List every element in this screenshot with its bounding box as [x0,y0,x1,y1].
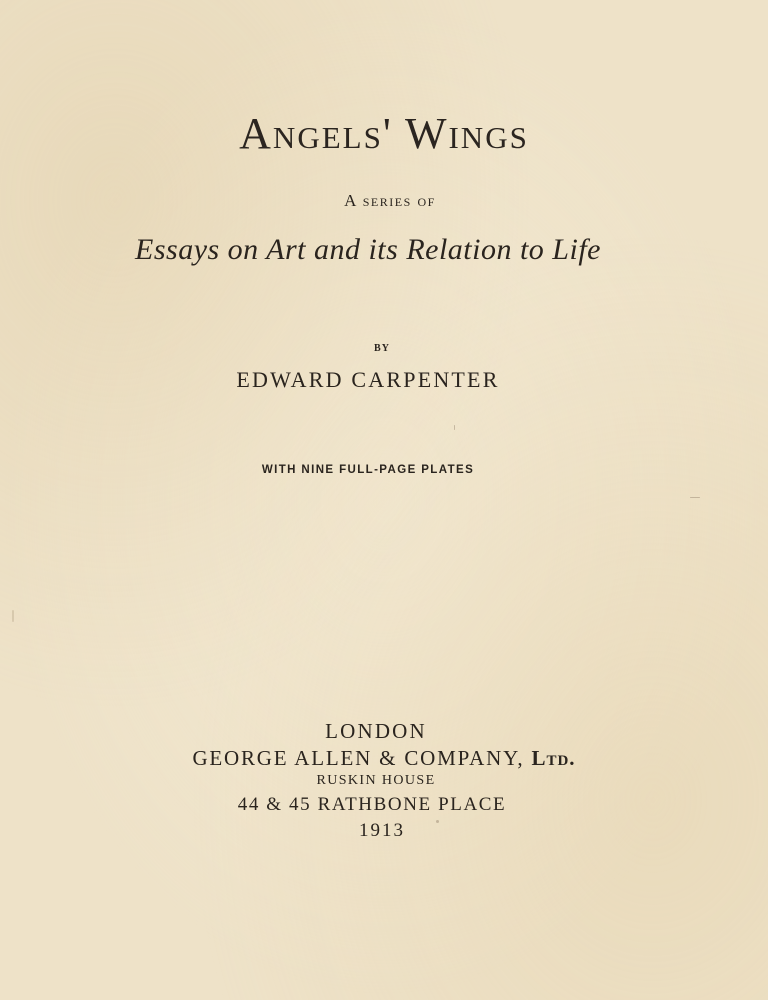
paper-speck [454,425,455,430]
imprint-house: RUSKIN HOUSE [316,773,436,788]
publisher-suffix: Ltd. [531,746,576,770]
paper-speck [690,497,700,498]
paper-speck [12,610,14,622]
book-subtitle: Essays on Art and its Relation to Life [135,233,601,266]
series-line: A series of [344,191,436,210]
book-title: Angels' Wings [239,109,529,158]
publisher-name: GEORGE ALLEN & COMPANY, [192,746,525,770]
imprint-publisher [0,744,768,772]
plates-note: WITH NINE FULL-PAGE PLATES [261,464,475,476]
imprint-address: 44 & 45 RATHBONE PLACE [237,794,507,815]
imprint-city: LONDON [325,719,427,743]
imprint-year: 1913 [359,820,405,841]
author-name: EDWARD CARPENTER [236,367,500,392]
by-line: BY [374,343,390,354]
paper-speck [436,820,439,823]
